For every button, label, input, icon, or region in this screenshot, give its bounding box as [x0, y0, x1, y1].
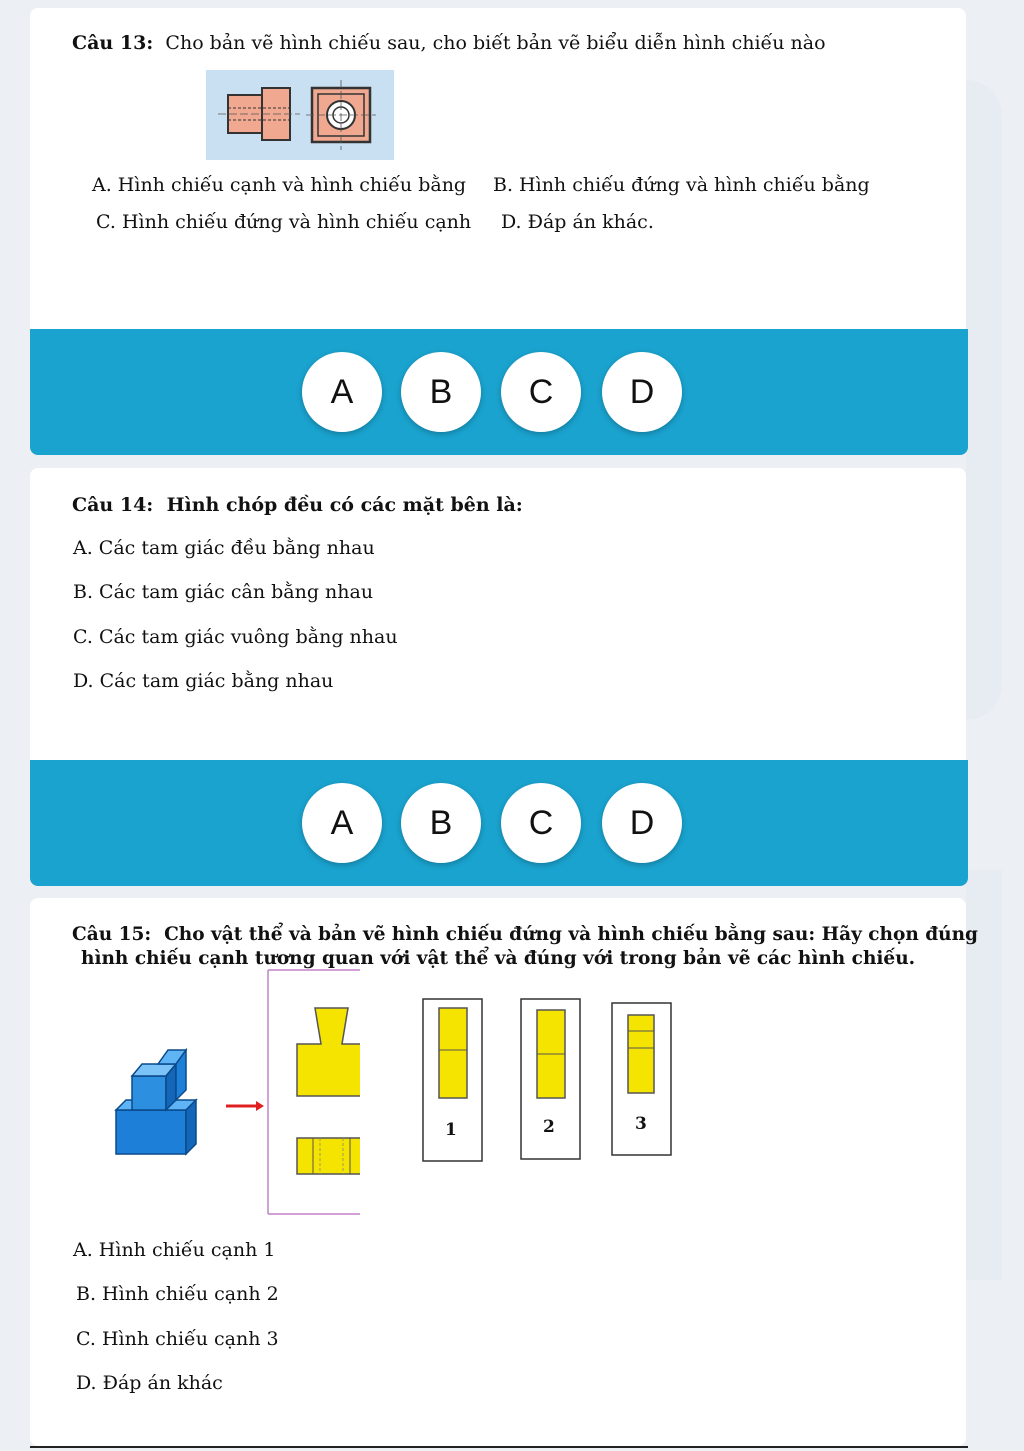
answer-button-c[interactable]: C — [501, 783, 581, 863]
question-15-number: Câu 15: — [72, 924, 152, 945]
answer-button-d[interactable]: D — [602, 783, 682, 863]
question-13-card — [30, 8, 966, 338]
question-15-card — [30, 898, 978, 1446]
side-view-option-2 — [520, 998, 582, 1164]
question-14-answer-bar — [30, 760, 968, 886]
answer-button-b[interactable]: B — [401, 783, 481, 863]
answer-button-a[interactable]: A — [302, 783, 382, 863]
question-13-number: Câu 13: — [72, 32, 154, 54]
question-13-text: Cho bản vẽ hình chiếu sau, cho biết bản vẽ biểu diễn hình chiếu nào — [165, 32, 826, 54]
question-13-projection-drawing — [206, 70, 394, 160]
question-14-number: Câu 14: — [72, 494, 154, 516]
question-15-option-c: C. Hình chiếu cạnh 3 — [76, 1328, 279, 1350]
question-13-answer-bar — [30, 329, 968, 455]
side-view-label-2: 2 — [543, 1117, 555, 1137]
question-14-card — [30, 468, 966, 768]
answer-button-b[interactable]: B — [401, 352, 481, 432]
question-13-option-a: A. Hình chiếu cạnh và hình chiếu bằng — [92, 174, 467, 196]
side-view-label-1: 1 — [445, 1120, 457, 1140]
question-14-text: Hình chóp đều có các mặt bên là: — [166, 494, 523, 516]
question-13-option-c: C. Hình chiếu đứng và hình chiếu cạnh — [96, 211, 472, 233]
question-14-option-c: C. Các tam giác vuông bằng nhau — [73, 626, 398, 648]
question-15-title-line1 — [72, 924, 978, 945]
bottom-divider — [30, 1446, 968, 1448]
question-15-option-d: D. Đáp án khác — [76, 1372, 223, 1394]
question-13-option-d: D. Đáp án khác. — [501, 211, 654, 233]
answer-button-c[interactable]: C — [501, 352, 581, 432]
question-15-text-line1: Cho vật thể và bản vẽ hình chiếu đứng và hình chiếu bằng sau: Hãy chọn đúng — [164, 924, 978, 945]
right-side-pane-top — [966, 80, 1002, 720]
question-15-option-b: B. Hình chiếu cạnh 2 — [76, 1283, 279, 1305]
question-13-title — [72, 32, 826, 54]
question-14-option-a: A. Các tam giác đều bằng nhau — [73, 537, 375, 559]
question-13-option-b: B. Hình chiếu đứng và hình chiếu bằng — [493, 174, 870, 196]
question-15-option-a: A. Hình chiếu cạnh 1 — [73, 1239, 276, 1261]
question-15-title-line2: hình chiếu cạnh tương quan với vật thể và đúng với trong bản vẽ các hình chiếu. — [81, 948, 916, 969]
question-14-option-b: B. Các tam giác cân bằng nhau — [73, 581, 374, 603]
answer-button-d[interactable]: D — [602, 352, 682, 432]
question-14-option-d: D. Các tam giác bằng nhau — [73, 670, 334, 692]
answer-button-a[interactable]: A — [302, 352, 382, 432]
side-view-option-3 — [611, 1002, 673, 1158]
question-14-title — [72, 494, 523, 516]
side-view-label-3: 3 — [635, 1114, 647, 1134]
question-15-object-drawing — [110, 968, 360, 1218]
